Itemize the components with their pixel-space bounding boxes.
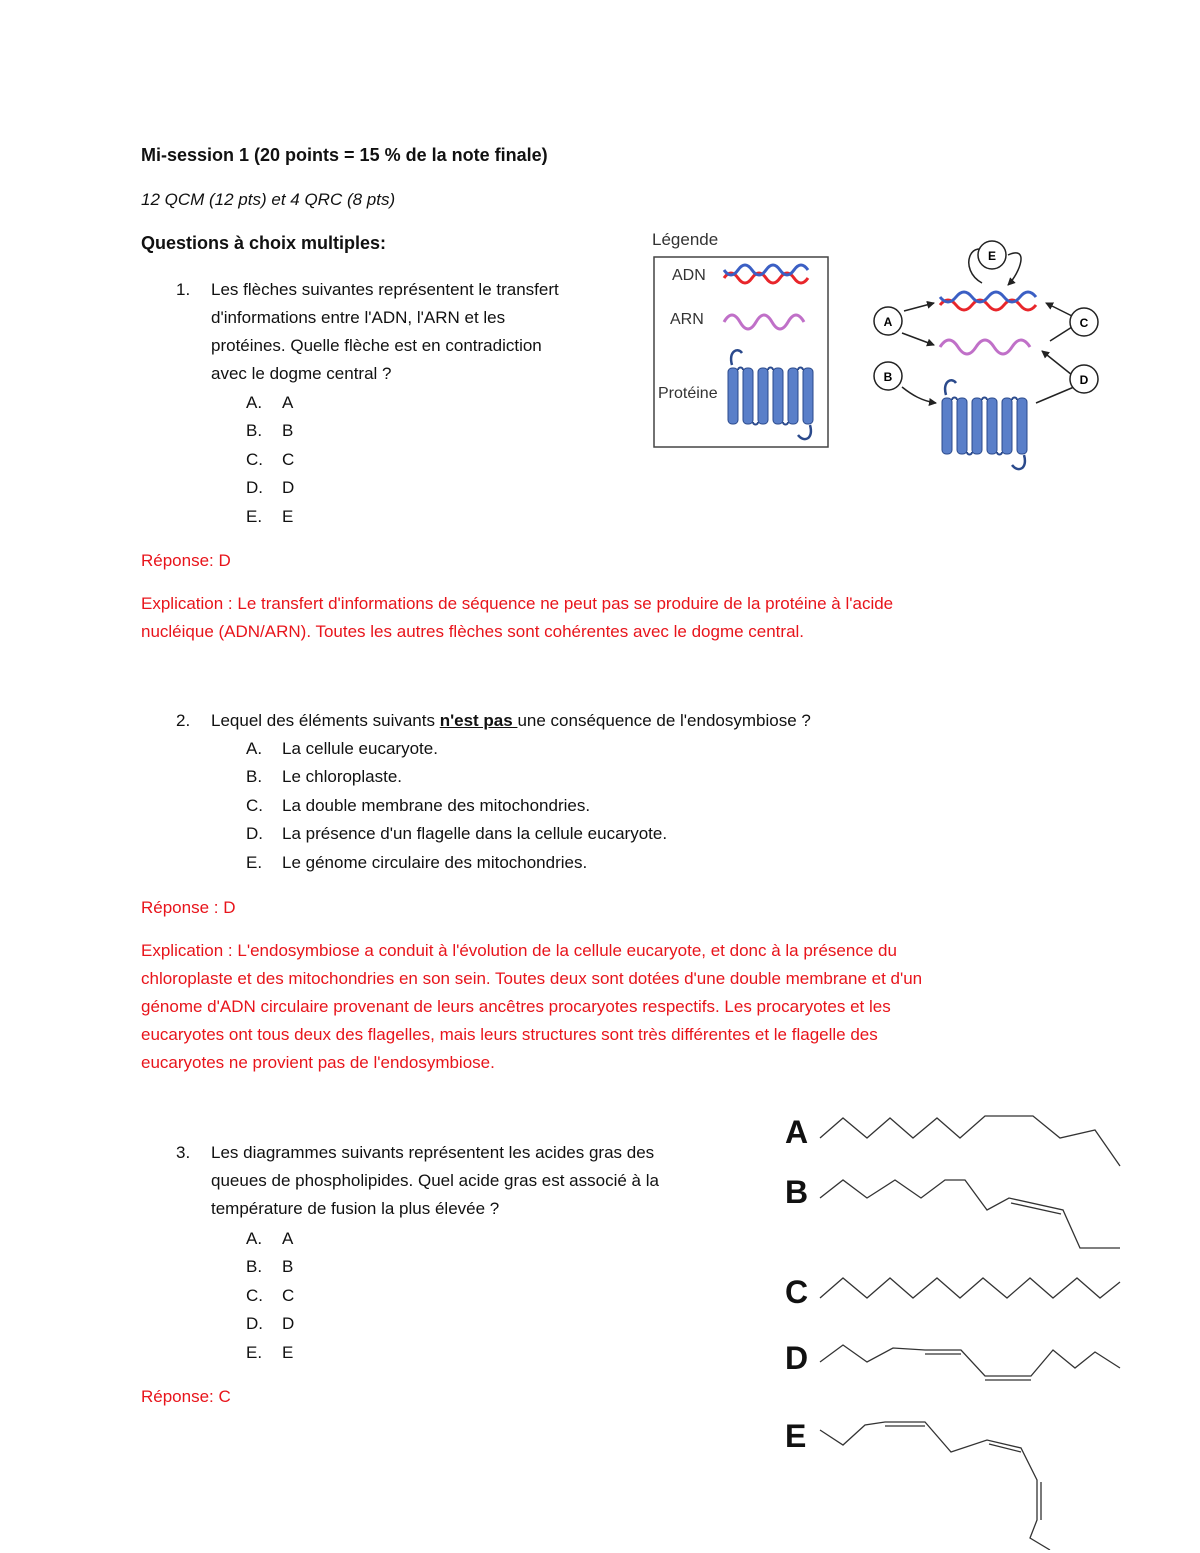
legend-dna-label: ADN xyxy=(672,267,706,284)
question-line: avec le dogme central ? xyxy=(211,364,392,383)
question-1 xyxy=(176,276,559,388)
central-dogma-figure xyxy=(640,225,1110,475)
explanation-line: Explication : Le transfert d'informations de séquence ne peut pas se produire de la protéine à l'acide xyxy=(141,594,894,613)
option-text: D xyxy=(282,1314,295,1334)
option-text: La double membrane des mitochondries. xyxy=(282,795,591,815)
fatty-acid-e-double-bonds xyxy=(885,1426,1041,1520)
explanation-line: eucaryotes ont tous deux des flagelles, mais leurs structures sont très différentes et le flagelle des xyxy=(141,1025,878,1044)
option-text: E xyxy=(282,506,294,526)
arrow-label-d xyxy=(1070,365,1098,393)
option-text: D xyxy=(282,478,295,498)
dna-molecule xyxy=(940,292,1036,310)
explanation-q1 xyxy=(141,590,1071,646)
answer-q1: Réponse: D xyxy=(141,551,231,570)
option-text: Le génome circulaire des mitochondries. xyxy=(282,852,588,872)
svg-text:C: C xyxy=(1079,316,1089,330)
legend-title: Légende xyxy=(652,230,719,249)
explanation-line: chloroplaste et des mitochondries en son sein. Toutes deux sont dotées d'une double membrane et d'un xyxy=(141,969,923,988)
arrow-label-e xyxy=(978,241,1006,269)
option-letter: D. xyxy=(246,824,263,844)
arrow-e xyxy=(1008,253,1021,285)
arrow-label-c xyxy=(1070,308,1098,336)
answer-q3: Réponse: C xyxy=(141,1387,231,1406)
option-letter: A. xyxy=(246,1229,263,1248)
option-letter: B. xyxy=(246,1257,263,1277)
rna-icon xyxy=(724,315,804,329)
option-letter: D. xyxy=(246,478,263,498)
arrow-a-top xyxy=(904,303,934,311)
fatty-acid-e xyxy=(820,1422,1050,1550)
option-letter: C. xyxy=(246,449,263,469)
question-text-after: une conséquence de l'endosymbiose ? xyxy=(517,711,811,730)
svg-text:B: B xyxy=(883,370,893,384)
question-number: 1. xyxy=(176,280,191,299)
question-line: queues de phospholipides. Quel acide gras est associé à la xyxy=(211,1171,659,1190)
question-emphasis: n'est pas xyxy=(439,711,518,730)
question-3 xyxy=(176,1139,659,1223)
question-text xyxy=(211,1139,659,1223)
answer-q2: Réponse : D xyxy=(141,898,236,917)
arrow-label-b xyxy=(874,362,902,390)
arrow-a xyxy=(902,333,934,345)
svg-text:D: D xyxy=(1079,373,1089,387)
option-letter: C. xyxy=(246,1285,263,1305)
fatty-acid-c xyxy=(820,1278,1120,1298)
question-line: protéines. Quelle flèche est en contradiction xyxy=(211,336,542,355)
fatty-acid-label-b: B xyxy=(785,1174,809,1210)
question-text-before: Lequel des éléments suivants xyxy=(211,711,440,730)
option-letter: E. xyxy=(246,852,263,872)
option-text: C xyxy=(282,449,295,469)
page-subtitle: 12 QCM (12 pts) et 4 QRC (8 pts) xyxy=(141,190,396,209)
arrow-label-a xyxy=(874,307,902,335)
arrow-b xyxy=(902,387,936,403)
fatty-acid-label-d: D xyxy=(785,1340,809,1376)
option-letter: A. xyxy=(246,393,263,412)
option-letter: B. xyxy=(246,767,263,787)
option-letter: D. xyxy=(246,1314,263,1334)
option-letter: C. xyxy=(246,795,263,815)
fatty-acid-b xyxy=(820,1180,1120,1248)
fatty-acid-a xyxy=(820,1116,1120,1166)
option-text: B xyxy=(282,421,294,441)
arrow-d xyxy=(1036,387,1074,403)
protein-icon xyxy=(728,350,813,439)
explanation-line: génome d'ADN circulaire provenant de leurs ancêtres procaryotes respectifs. Les procaryotes et les xyxy=(141,997,891,1016)
fatty-acid-label-e: E xyxy=(785,1418,807,1454)
page-title: Mi-session 1 (20 points = 15 % de la note finale) xyxy=(141,145,548,165)
option-letter: E. xyxy=(246,1342,263,1362)
option-letter: E. xyxy=(246,506,263,526)
question-text xyxy=(211,276,559,388)
fatty-acids-figure xyxy=(775,1100,1130,1550)
option-letter: A. xyxy=(246,739,263,758)
fatty-acid-label-a: A xyxy=(785,1114,809,1150)
svg-text:A: A xyxy=(883,315,893,329)
fatty-acid-d xyxy=(820,1345,1120,1376)
question-line: Les diagrammes suivants représentent les acides gras des xyxy=(211,1143,655,1162)
explanation-line: nucléique (ADN/ARN). Toutes les autres flèches sont cohérentes avec le dogme central. xyxy=(141,622,805,641)
section-heading: Questions à choix multiples: xyxy=(141,233,387,253)
option-text: A xyxy=(282,393,294,412)
option-text: La cellule eucaryote. xyxy=(282,739,438,758)
question-2 xyxy=(176,707,811,735)
rna-molecule xyxy=(940,340,1030,354)
question-line: d'informations entre l'ADN, l'ARN et les xyxy=(211,308,506,327)
option-text: B xyxy=(282,1257,294,1277)
option-letter: B. xyxy=(246,421,263,441)
arrow-c-low xyxy=(1050,327,1072,341)
arrow-c xyxy=(1046,303,1074,317)
explanation-q2 xyxy=(141,937,1071,1077)
legend-protein-label: Protéine xyxy=(658,385,718,402)
dna-icon xyxy=(724,265,808,283)
question-number: 3. xyxy=(176,1143,191,1162)
option-text: La présence d'un flagelle dans la cellule eucaryote. xyxy=(282,824,668,844)
explanation-line: Explication : L'endosymbiose a conduit à l'évolution de la cellule eucaryote, et donc à la présence du xyxy=(141,941,897,960)
arrow-d-top xyxy=(1042,351,1072,375)
fatty-acid-label-c: C xyxy=(785,1274,809,1310)
svg-text:E: E xyxy=(987,249,997,263)
explanation-line: eucaryotes ne provient pas de l'endosymbiose. xyxy=(141,1053,495,1072)
option-text: E xyxy=(282,1342,294,1362)
legend-rna-label: ARN xyxy=(670,311,704,328)
option-text: A xyxy=(282,1229,294,1248)
protein-molecule xyxy=(942,380,1027,469)
option-text: Le chloroplaste. xyxy=(282,767,403,787)
option-text: C xyxy=(282,1285,295,1305)
question-line: température de fusion la plus élevée ? xyxy=(211,1199,500,1218)
question-line: Les flèches suivantes représentent le transfert xyxy=(211,280,559,299)
question-text xyxy=(211,707,811,735)
question-number: 2. xyxy=(176,711,191,730)
